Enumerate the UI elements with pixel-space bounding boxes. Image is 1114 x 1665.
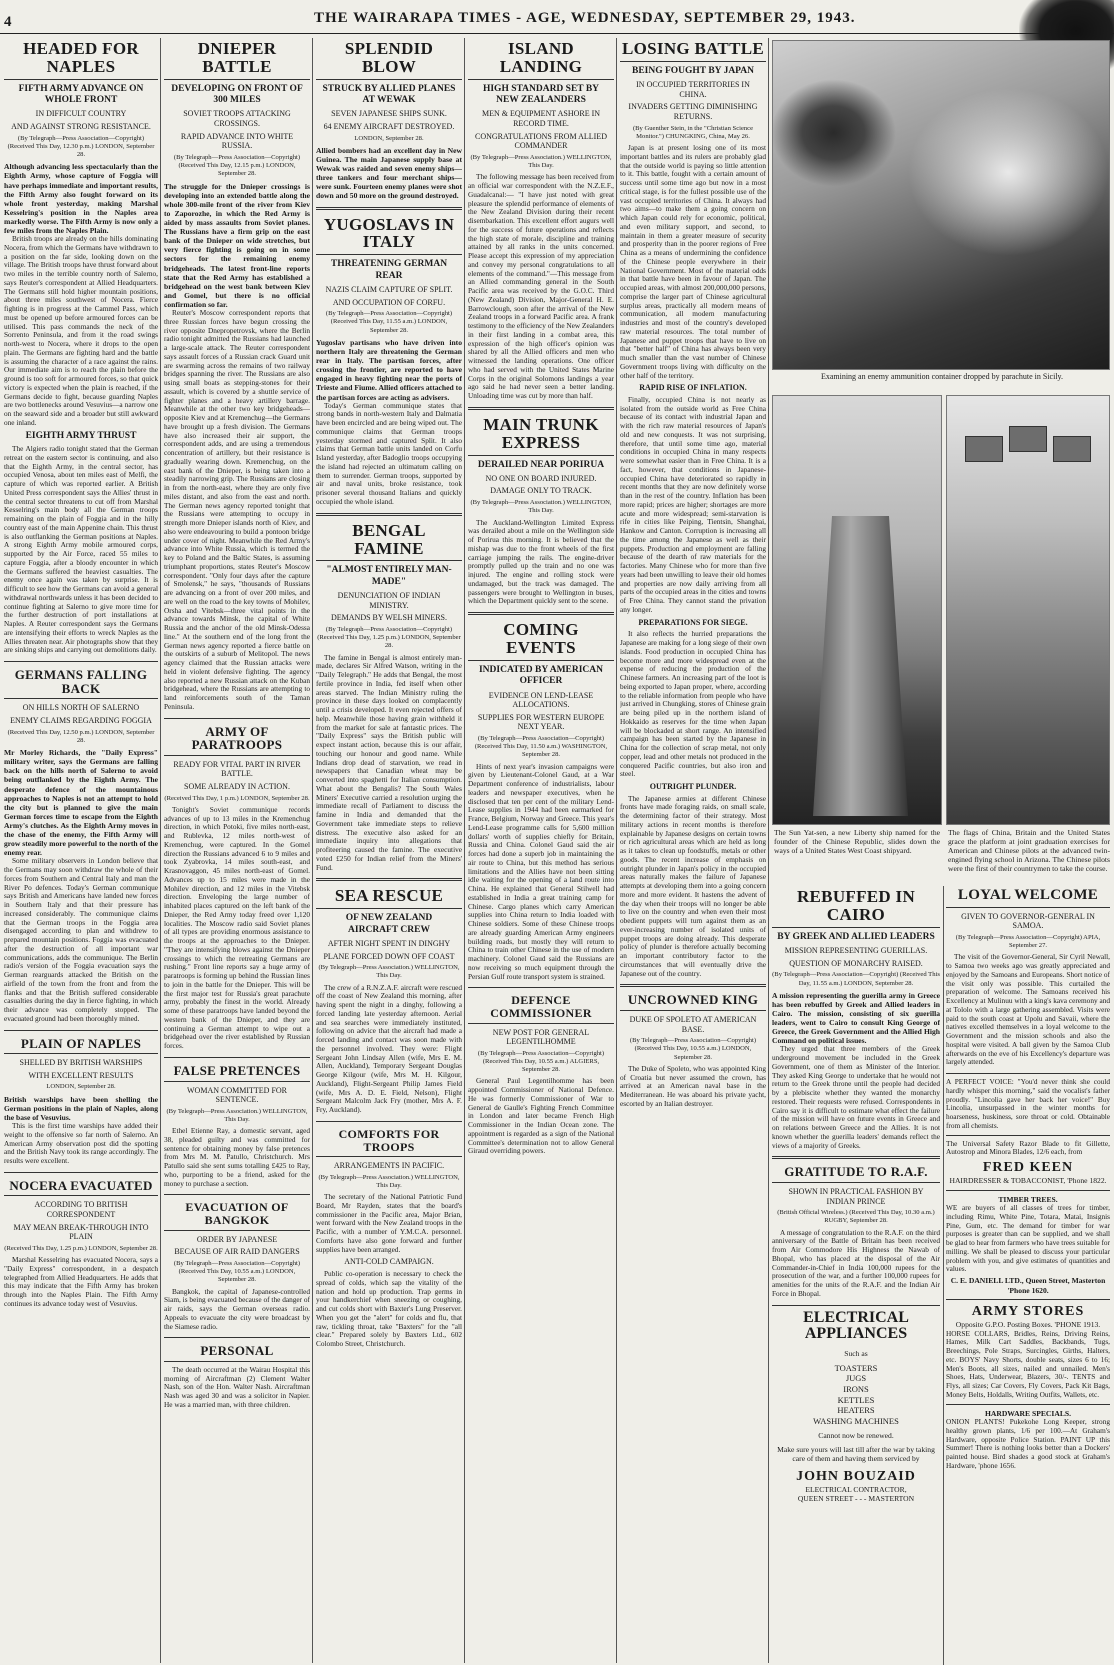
headline: HEADED FOR NAPLES: [4, 38, 158, 80]
paragraph: Tonight's Soviet communique records advances of up to 13 miles in the Kremenchug direction, in which Potoki, five miles north-east, and Rublevka, 12 miles north-west of Kremenchug, were captured. In the Gomel direction the Russians advanced 6 to 9 miles and took Zyabrovka, 14 miles south-east, and Krasnovaggon, 45 miles north-east of Gomel. Advances up to 15 miles were made in the Mohilev direction, and 12 miles in the Vitebsk direction. Enveloping the large number of inhabited places captured on the left bank of the Dnieper, the Red Army today freed over 1,120 localities. The Moscow radio said Soviet planes of all types are providing enormous assistance to the troops at the approaches to the Dnieper. "They are intensifying blows against the Dnieper crossings to which the retreating Germans are rushing." Front line reports say a huge army of paratroops is forming up behind the Russian lines to join in the battle for the Dnieper. This will be the first major test for Russia's great parachute army, probably the finest in the world. Already some of these paratroops have landed beyond the western bank of the Dnieper, and they are continuing a German attempt to wipe out a bridgehead over the river established by Russian forces.: [164, 804, 310, 1051]
deck: SOVIET TROOPS ATTACKING CROSSINGS.: [183, 109, 291, 129]
paragraph: A message of congratulation to the R.A.F. on the third anniversary of the Battle of Britain has been received from Air Commodore His Highness the Nawab of Bhopal, who has placed at the disposal of the Air Commander-in-Chief in India 100,000 rupees for the prosecution of the war, and a further 100,000 rupees for amenities for the units of the R.A.F. and the Indian Air Force in Bhopal.: [772, 1227, 940, 1298]
article-loyal-welcome: [946, 886, 1110, 1067]
dateline: (By Telegraph—Press Association—Copyright) (Received This Day, 11.55 a.m.) LONDON, September 28.: [325, 310, 453, 334]
deck: SEVEN JAPANESE SHIPS SUNK.: [331, 109, 447, 119]
article-body: [164, 1288, 310, 1332]
paragraph: The Duke of Spoleto, who was appointed King of Croatia but never assumed the crown, has arrived at an American naval base in the Mediterranean. He was aboard his private yacht, escorted by an Italian destroyer.: [620, 1063, 766, 1108]
deck: DUKE OF SPOLETO AT AMERICAN BASE.: [629, 1015, 757, 1034]
ad-item-list: [772, 1363, 940, 1427]
subheadline: FIFTH ARMY ADVANCE ON WHOLE FRONT: [18, 83, 144, 106]
article-body: [4, 857, 158, 1023]
dateline: (By Telegraph—Press Association—Copyright) APIA, September 27.: [955, 933, 1101, 950]
article-headed-for-naples: [4, 38, 158, 655]
article-body: [164, 1366, 310, 1410]
article-body: [4, 1256, 158, 1309]
article-body: [316, 402, 462, 507]
ad-item: HEATERS: [837, 1405, 875, 1416]
deck: EVIDENCE ON LEND-LEASE ALLOCATIONS.: [488, 690, 594, 710]
article-body: [164, 309, 310, 712]
headline: ARMY OF PARATROOPS: [164, 723, 310, 756]
article-sea-rescue: [316, 885, 462, 1115]
column-7: [946, 886, 1110, 1665]
lead-paragraph: British warships have been shelling the German positions in the plain of Naples, along the base of Vesuvius.: [4, 1094, 158, 1122]
dateline: (By Telegraph—Press Association—Copyright) (Received This Day, 12.15 p.m.) LONDON, September 28.: [173, 153, 301, 178]
article-bengal-famine: [316, 520, 462, 873]
article-body: [316, 1193, 462, 1254]
article-body: [4, 445, 158, 655]
deck: IN DIFFICULT COUNTRY: [35, 109, 127, 119]
headline: EVACUATION OF BANGKOK: [164, 1199, 310, 1230]
article-body: [316, 654, 462, 873]
headline: GRATITUDE TO R.A.F.: [772, 1163, 940, 1183]
headline: PERSONAL: [164, 1342, 310, 1362]
deck: DENUNCIATION OF INDIAN MINISTRY.: [337, 591, 441, 610]
ad-item: JUGS: [845, 1373, 867, 1384]
column-6: [772, 886, 940, 1665]
paragraph: Some military observers in London believe that the Germans may soon withdraw the whole of their forces from Southern and Central Italy and man the River Po defences. Today's German communique says British and Americans have landed new forces in Southern Italy and that their pressure has increased considerably. The communique claims that the German troops in the Foggia area disengaged according to plan and withdrew to prepared mountain positions. Foggia was evacuated after the destruction of all important war communications, adds the communique. The Berlin radio's version of the Foggia evacuation says the German rearguards attacked the British on the airfield of the town from the front and from the flanks and that the British suffered considerable casualties during the day in fierce fighting, in which their advance was completely stopped. The evacuated ground had been thoroughly mined.: [4, 856, 158, 1023]
article-body: [468, 519, 614, 607]
headline: GERMANS FALLING BACK: [4, 666, 158, 699]
photo-caption: Examining an enemy ammunition container dropped by parachute in Sicily.: [820, 372, 1064, 381]
lead-paragraph: A mission representing the guerilla army in Greece has been rebuffed by Greek and Allied leaders in Cairo. The mission, consisting of six guerilla leaders, went to Cairo to consult King George of Greece, the Greek Government and the Allied High Command on political issues.: [772, 990, 940, 1046]
ad-text: HAIRDRESSER & TOBACCONIST, 'Phone 1822.: [949, 1176, 1107, 1186]
photo-caption: The flags of China, Britain and the United States grace the platform at joint graduation exercises for American and Chinese pilots at the advanced twin-engined flying school in Arizona. The Chinese pilots were the first of their countrymen to take the course.: [948, 828, 1110, 874]
paragraph: Marshal Kesselring has evacuated Nocera, says a "Daily Express" correspondent, in a despatch telegraphed from Allied Headquarters. He adds that this may indicate that the Fifth Army has broken through into the Naples Plain. The Fifth Army continues its advance today west of Vesuvius.: [4, 1255, 158, 1308]
deck: MAY MEAN BREAK-THROUGH INTO PLAIN: [13, 1222, 149, 1242]
article-gratitude-to-raf: [772, 1163, 940, 1298]
subheadline: STRUCK BY ALLIED PLANES AT WEWAK: [322, 83, 456, 106]
ad-title: TIMBER TREES.: [998, 1194, 1058, 1204]
lead-paragraph: Allied bombers had an excellent day in New Guinea. The main Japanese supply base at Wewak was raided and seven enemy ships—three tankers and four merchant ships—were sunk. Fourteen enemy planes were shot down and 50 more on the ground destroyed.: [316, 145, 462, 201]
paragraph: The Auckland-Wellington Limited Express was derailed about a mile on the Wellington side of Porirua this morning. It is believed that the mishap was due to the front wheels of the first carriage jumping the rails. The engine-driver promptly pulled up the train and no one was injured. The engine and rolling stock were undamaged, but the track was damaged. The passengers were brought to Wellington in buses, which the Department quickly sent to the scene.: [468, 517, 614, 606]
paragraph: Bangkok, the capital of Japanese-controlled Siam, is being evacuated because of the danger of air raids, says the German overseas radio. Appeals to evacuate the city were broadcast by the Siamese radio.: [164, 1286, 310, 1331]
ad-title: ARMY STORES: [971, 1304, 1085, 1320]
article-body: [4, 1122, 158, 1166]
article-comforts-for-troops: [316, 1126, 462, 1349]
article-rebuffed-in-cairo: [772, 886, 940, 1150]
article-body: [164, 1127, 310, 1188]
headline: SPLENDID BLOW: [316, 38, 462, 80]
dateline: (By Telegraph—Press Association—Copyright) (Received This Day, 12.30 p.m.) LONDON, September 28.: [7, 134, 155, 159]
deck: NO ONE ON BOARD INJURED.: [485, 473, 597, 483]
article-body: [4, 235, 158, 428]
headline: PLAIN OF NAPLES: [4, 1035, 158, 1055]
deck: MEN & EQUIPMENT ASHORE IN RECORD TIME.: [481, 109, 601, 129]
dateline: (By Telegraph—Press Association.) WELLINGTON, This Day.: [470, 153, 612, 170]
paragraph: Japan is at present losing one of its most important battles and its rulers are probably glad that the outside world is paying so little attention to it. This battle, fought with a certain amount of success until some time ago but now in a most critical stage, is for the fullest possible use of the vast occupied territories of China. It always had two aims—to make them a going concern on which Japan could rely for economic, political, and even military support, and second, to maintain in them a greater measure of security and prosperity than in the poorer regions of Free China as a means of undermining the confidence of the Chinese people everywhere in their National Government. Most of the material odds in that battle have been in favour of Japan. The occupied areas, with almost 200,000,000 persons, comprise the larger part of Chinese agricultural surplus areas, practically all modern means of communication, all modern manufacturing industries and most of the country's developed raw material resources. The total number of Japanese and puppet troops that have to live on that "better half" of China has always been very much smaller than the vast number of Chinese Government troops living with difficulty on the other half of the territory.: [620, 143, 766, 380]
headline: DNIEPER BATTLE: [164, 38, 310, 80]
dateline: (By Telegraph—Press Association—Copyright) (Received This Day, 10.55 a.m.) ALGIERS, September 28.: [477, 1049, 605, 1074]
flag: [965, 436, 1003, 462]
subheadline: THREATENING GERMAN REAR: [330, 259, 448, 281]
ad-advertiser-name: C. E. DANIELL LTD., Queen Street, Masterton 'Phone 1620.: [950, 1276, 1106, 1295]
ad-advertiser-name: FRED KEEN: [982, 1160, 1074, 1176]
article-nocera-evacuated: [4, 1177, 158, 1309]
headline: LOSING BATTLE: [620, 38, 766, 62]
headline: LOYAL WELCOME: [946, 886, 1110, 908]
section-subhead: OUTRIGHT PLUNDER.: [649, 782, 737, 792]
article-uncrowned-king: [620, 991, 766, 1108]
deck: ORDER BY JAPANESE: [196, 1234, 278, 1244]
newspaper-title: THE WAIRARAPA TIMES - AGE, WEDNESDAY, SEPTEMBER 29, 1943.: [314, 10, 856, 26]
headline: MAIN TRUNK EXPRESS: [468, 414, 614, 456]
headline: COMFORTS FOR TROOPS: [316, 1126, 462, 1157]
lead-paragraph: Mr Morley Richards, the "Daily Express" military writer, says the Germans are falling back on the hills north of Salerno to avoid being outflanked by the Eighth Army. The desperate defence of the mountainous approaches to Naples is not an attempt to hold the city but is planned to give the main German forces time to escape from the Eighth Army's clutches. As the Eighth Army moves in the chase of the enemy, the Fifth Army will grow steadily more powerful to the north of the enemy rear.: [4, 748, 158, 858]
deck: AND OCCUPATION OF CORFU.: [332, 297, 446, 307]
subheadline: BY GREEK AND ALLIED LEADERS: [777, 931, 935, 942]
masthead: [0, 0, 1114, 34]
article-body: [316, 1270, 462, 1349]
article-body: [316, 984, 462, 1115]
section-subhead: ANTI-COLD CAMPAIGN.: [344, 1257, 434, 1267]
paragraph: Today's German communique states that strong bands in north-western Italy and Dalmatia have been encircled and are being wiped out. The communique claims that German troops yesterday stormed and captured Split. It also claims that German battle units landed on Corfu Island yesterday, after Badoglio troops occupying the island had rejected an ultimatum calling on them to surrender. German troops, supported by air and naval units, broke resistance, took prisoner several thousand Italians and quickly occupied the whole island.: [316, 400, 462, 506]
ship-hull: [813, 516, 908, 816]
column-1: [4, 38, 158, 1663]
paragraph: The Algiers radio tonight stated that the German retreat on the eastern sector is continuing, and also that the Eighth Army, in the central sector, has occupied Venosa, about ten miles east of Melfi, the capture of which was reported earlier. A British United Press correspondent says the Allies' thrust in the central sector threatens to cut off from Marshal Kesselring's main body all the German troops remaining on the plain of Foggia and in the hilly country east of the main Appenine chain. This thrust is also outflanking the German positions at Naples. A strong Eighth Army mobile armoured corps, supported by the Air Force, raced 55 miles to capture Foggia, after a bloody encounter in which the Germans suffered the heaviest casualties. The enemy once again was taken by surprise. It is difficult to see how the Germans can avoid a general withdrawal northwards unless it has been decided to continue fighting at Salerno to give more time for the further destruction of port installations at Naples. A Reuter correspondent says the Germans are intensifying their efforts to wreck Naples as the Allies threaten near. Air photographs show that they are sinking ships and carrying out demolitions daily.: [4, 444, 158, 655]
column-3: [316, 38, 462, 1663]
dateline: (By Telegraph—Press Association.) WELLINGTON, This Day.: [318, 964, 460, 980]
article-body: [620, 144, 766, 380]
dateline: (British Official Wireless.) (Received This Day, 10.30 a.m.) RUGBY, September 28.: [777, 1209, 935, 1225]
ad-text: WE are buyers of all classes of trees for timber, including Rimu, White Pine, Totara, Matai, Insignis Pine, Gum, etc. The demand for timber for war purposes is greater than can be supplied, and we shall be glad to hear from farmers who have trees suitable for milling. We shall be pleased to discuss your particular problem with you, and give estimates of quantities and values.: [946, 1203, 1110, 1274]
deck: WITH EXCELLENT RESULTS: [28, 1070, 134, 1080]
subheadline: DERAILED NEAR PORIRUA: [477, 459, 605, 470]
deck: BECAUSE OF AIR RAID DANGERS: [174, 1247, 300, 1257]
dateline: (By Telegraph—Press Association.) WELLINGTON, This Day.: [318, 1173, 460, 1189]
deck: CONGRATULATIONS FROM ALLIED COMMANDER: [474, 131, 607, 151]
column-2: [164, 38, 310, 1663]
ad-title: HARDWARE SPECIALS.: [984, 1408, 1072, 1418]
paragraph: Public co-operation is necessary to check the spread of colds, which sap the vitality of the nation and hold up production. Trap germs in your handkerchief when sneezing or coughing, and cut colds short with Baxter's Lung Preserver. When you get the "alert" for colds and flu, that raw, tickling throat, take "Baxters" for the "all clear." Prepared solely by Baxters Ltd., 602 Colombo Street, Christchurch.: [316, 1269, 462, 1348]
paragraph: The death occurred at the Wairau Hospital this morning of Aircraftman (2) Clement Walter Nash, son of the Hon. Walter Nash. Aircraftman Nash was aged 30 and was a solicitor in Napier. He was a married man, with three children.: [164, 1364, 310, 1409]
paragraph: Ethel Etienne Ray, a domestic servant, aged 38, pleaded guilty and was committed for sentence for obtaining money by false pretences from Mrs M. M. Patullo, Christchurch. Mrs Patullo said she sent sums totalling £425 to Ray, who, purporting to be a friend, asked for the money to purchase a section.: [164, 1126, 310, 1188]
deck: RAPID ADVANCE INTO WHITE RUSSIA.: [180, 131, 294, 151]
dateline: (By Telegraph—Press Association.) WELLINGTON, This Day.: [470, 499, 612, 515]
article-body: [772, 1045, 940, 1150]
dateline: (By Telegraph—Press Association—Copyright) (Received This Day, 1.25 p.m.) LONDON, September 28.: [317, 625, 461, 650]
dateline: (By Telegraph—Press Association—Copyright) (Received This Day, 10.55 a.m.) LONDON, September 28.: [173, 1259, 301, 1284]
article-defence-commissioner: [468, 992, 614, 1156]
article-body: [946, 953, 1110, 1067]
article-body: [620, 1065, 766, 1109]
lead-paragraph: The struggle for the Dnieper crossings is developing into an extended battle along the whole 300-mile front of the river from Kiev to Zaporozhe, in which the Red Army is aided by mass assaults from Soviet planes. The Russians have a firm grip on the east bank of the Dnieper on wide stretches, but very fierce fighting is going on in some sectors for the remaining enemy bridgeheads. The latest front-line reports state that the Red Army has established a bridgehead on the west bank between Kiev and Gomel, but there is no official confirmation so far.: [164, 181, 310, 309]
paragraph: The Japanese armies at different Chinese fronts have made foraging raids, on small scale, the determining factor of their strategy. Most military actions in recent months is therefore explainable by Japanese designs on certain towns or rich agricultural areas which are held as long as it takes to clean up foodstuffs, metals or other goods. The recent increase of emphasis on outright plunder in Japan's policy in the occupied areas naturally makes the failure of Japanese attempts at developing them into a going concern more and more evident. It hastens the advent of the day when their troops will no longer be able to live on the country and when even their most obedient puppets will turn against them as an ever-increasing number of isolated units of puppet troops are doing already. This desperate policy of plunder is therefore actually becoming an important contributory factor to the circumstances that will eventually drive the Japanese out of the country.: [620, 793, 766, 978]
ad-title: ELECTRICAL APPLIANCES: [803, 1308, 909, 1343]
section-subhead: PREPARATIONS FOR SIEGE.: [638, 617, 748, 627]
paragraph: The secretary of the National Patriotic Fund Board, Mr Rayden, states that the board's commissioner in the Pacific area, Major Brian, went forward with the New Zealand troops in the Pacific, with a number of Y.M.C.A. personnel. Comforts have also gone forward and further supplies have been arranged.: [316, 1192, 462, 1254]
deck: NAZIS CLAIM CAPTURE OF SPLIT.: [325, 285, 453, 295]
lead-paragraph: Although advancing less spectacularly than the Eighth Army, whose capture of Foggia will have perhaps immediate and important results, the Fifth Army also fought forward on its whole front yesterday, making Marshal Kesselring's position in the Naples area markedly worse. The Fifth Army is now only a few miles from the Naples Plain.: [4, 162, 158, 236]
ad-lincolia: A PERFECT VOICE: "You'd never think she could hardly whisper this morning," said the vocalist's father proudly. "Lincolia gave her back her voice!" Buy Lincolia, unsurpassed in the winter months for hoarseness, huskiness, sore throat or cold. Obtainable from all chemists.: [946, 1077, 1110, 1130]
subheadline: HIGH STANDARD SET BY NEW ZEALANDERS: [482, 83, 600, 106]
ad-advertiser-name: JOHN BOUZAID: [796, 1468, 916, 1484]
dateline: LONDON, September 28.: [354, 134, 424, 142]
headline: REBUFFED IN CAIRO: [772, 886, 940, 928]
headline: COMING EVENTS: [468, 619, 614, 661]
ad-item: IRONS: [843, 1384, 869, 1395]
article-germans-falling-back: [4, 666, 158, 1024]
headline: UNCROWNED KING: [620, 991, 766, 1011]
flag: [1009, 426, 1047, 452]
subheadline: "ALMOST ENTIRELY MAN-MADE": [326, 565, 452, 587]
ad-razor-blade: The Universal Safety Razor Blade to fit Gillette, Autostrop and Minora Blades, 12/6 each, from: [946, 1138, 1110, 1157]
article-splendid-blow: [316, 38, 462, 201]
paragraph: The visit of the Governor-General, Sir Cyril Newall, to Samoa two weeks ago was greatly appreciated and enjoyed by the Samoans and Europeans. Short notice of the visit only was possible. This curtailed the preparation of welcome. The Samoans received his Excellency at Mulinuu with a king's kava ceremony and at Tololo with a large gathering assembled. Visits were paid to the south coast at Upolu and Savaii, where the natives excelled themselves in a loyal welcome to the Government and the mission schools and also the hospital were visited. A ball given by the Samoa Club afterwards on the eve of his Excellency's departure was largely attended.: [946, 952, 1110, 1067]
deck: DAMAGE ONLY TO TRACK.: [490, 486, 592, 496]
ad-text: HORSE COLLARS, Bridles, Reins, Driving Reins, Hames, Milk Cart Saddles, Backbands, Tugs, Breechings, Pole Straps, Surcingles, Girths, Halters, etc. BOYS' Navy Shorts, double seats, sizes 6 to 16; Men's Boots, all sizes, nailed and unnailed. Men's Shoes, Hats, Underwear, Blazers, 30/-. TENTS and Flys, all sizes; Car Covers, Fly Covers, Pack Kit Bags, Money Belts, Holdalls, Writing Outfits, Wallets, etc.: [946, 1328, 1110, 1399]
article-body: [468, 763, 614, 982]
article-dnieper-battle: [164, 38, 310, 712]
article-body: [164, 806, 310, 1051]
dateline: (Received This Day, 12.50 p.m.) LONDON, September 28.: [7, 728, 155, 744]
paragraph: General Paul Legentilhomme has been appointed Commissioner of National Defence. He was formerly Commissioner of War to General de Gaulle's Fighting French Committee in London and later became French High Commissioner in the Indian Ocean zone. The appointment is regarded as a sign of the National Committee's determination not to allow General Giraud overriding powers.: [468, 1076, 614, 1156]
deck: MISSION REPRESENTING GUERILLAS.: [784, 946, 928, 956]
ad-text: Such as: [844, 1349, 868, 1359]
deck: 64 ENEMY AIRCRAFT DESTROYED.: [323, 122, 455, 132]
deck: QUESTION OF MONARCHY RAISED.: [789, 958, 923, 968]
column-5: [620, 38, 766, 1663]
article-body: [620, 630, 766, 779]
deck: INVADERS GETTING DIMINISHING RETURNS.: [628, 102, 758, 122]
article-plain-of-naples: [4, 1035, 158, 1166]
photo-caption: The Sun Yat-sen, a new Liberty ship named for the founder of the Chinese Republic, slides down the ways of a United States West Coast shipyard.: [774, 828, 940, 856]
headline: ISLAND LANDING: [468, 38, 614, 80]
subheadline: BEING FOUGHT BY JAPAN: [631, 65, 754, 76]
deck: DEMANDS BY WELSH MINERS.: [330, 613, 447, 623]
article-body: [620, 795, 766, 979]
deck: SHOWN IN PRACTICAL FASHION BY INDIAN PRINCE: [788, 1187, 924, 1206]
dateline: (By Telegraph—Press Association.) WELLINGTON, This Day.: [166, 1107, 308, 1123]
deck: ENEMY CLAIMS REGARDING FOGGIA: [10, 716, 152, 725]
article-army-of-paratroops: [164, 723, 310, 1051]
ad-item: TOASTERS: [834, 1362, 878, 1373]
column-4: [468, 38, 614, 1663]
paragraph: It also reflects the hurried preparations the Japanese are making for a long siege of their own islands. Food production in occupied China has become more and more widespread even at the expense of reducing the production of the Chinese farmers. An increasing part of the loot is being exported to Japan proper, where, according to the reliable information from people who have just arrived in Chungking, stores of Chinese grain are being piled up in the northern island of Hokkaido as reserves for the time when Japan will be blockaded at short range. An intensified campaign has been started by the Japanese in China for the collection of scrap metal, not only copper, lead and other metals not produced in the conquered Pacific countries, but also iron and steel.: [620, 629, 766, 779]
deck: WOMAN COMMITTED FOR SENTENCE.: [187, 1085, 287, 1105]
deck: ARRANGEMENTS IN PACIFIC.: [333, 1161, 445, 1171]
deck: SOME ALREADY IN ACTION.: [184, 782, 290, 792]
dateline: (By Telegraph—Press Association—Copyright) (Received This Day, 11.50 a.m.) WASHINGTON, September 28.: [474, 734, 608, 759]
column-rule: [616, 38, 617, 1663]
article-body: [468, 173, 614, 401]
headline: DEFENCE COMMISSIONER: [468, 992, 614, 1023]
article-main-trunk-express: [468, 414, 614, 606]
paragraph: The following message has been received from an official war correspondent with the N.Z.E.F., Guadalcanal:— "I have just noted with great pleasure the splendid performance of elements of the New Zealand Division during their recent disembarkation. This excellent effort augurs well for the success of future operations and reflects the high state of morale, discipline and training attained by all ranks in the units concerned. Please accept this expression of my appreciation and convey my personal congratulations to all elements of the command."—This message from an Allied commanding general in the South Pacific area was received by the G.O.C. Third (New Zealand) Division, Major-General H. E. Barrowclough, soon after the arrival of the New Zealand troops in a forward Pacific area. A frank testimony to the efficiency of the New Zealanders in their first landing in a combat area, this expression of the high officer's opinion was shared by all the Allied officers and men who witnessed the landing operations. One officer who had served with the United States Marine Corps in the original Solomons landings a year ago said he had never seen a better landing. Unloading time was cut by more than half.: [468, 172, 614, 401]
headline: BENGAL FAMINE: [316, 520, 462, 562]
deck: PLANE FORCED DOWN OFF COAST: [323, 951, 455, 961]
article-yugoslavs-in-italy: [316, 214, 462, 507]
column-rule: [312, 38, 313, 1663]
deck: SUPPLIES FOR WESTERN EUROPE NEXT YEAR.: [477, 712, 605, 732]
ad-text: ELECTRICAL CONTRACTOR,: [805, 1484, 907, 1494]
ad-address: Opposite G.P.O. Posting Boxes. 'PHONE 1913.: [955, 1320, 1101, 1330]
paragraph: The famine in Bengal is almost entirely man-made, declares Sir Alfred Watson, writing in the "Daily Telegraph." He adds that Bengal, the most fertile province in India, fed itself when other areas starved. The Indian Ministry ruling the province in these days looked on complacently until a crisis developed. It even rejected offers of help. Meanwhile those having grain withheld it from the market for sale at fantastic prices. The "Daily Express" says the British public will expect instant action, because this is our affair, touching our honour and good name. While Indians drop dead of starvation, we read in newspapers that Canadian wheat may be converted into spaghetti for Italian consumption. What about the Bengalis? The South Wales Miners' Executive carried a resolution urging the immediate recall of Parliament to discuss the famine in India and demanded that the Government take immediate steps to relieve distress. The executive also asked for an immediate inquiry into allegations that profiteering caused the famine. The executive voted £250 for Indian relief from the Miners' Fund.: [316, 652, 462, 872]
deck: NEW POST FOR GENERAL LEGENTILHOMME: [492, 1027, 590, 1047]
section-subhead: RAPID RISE OF INFLATION.: [639, 383, 747, 393]
paragraph: This is the first time warships have added their weight to the offensive so far north of Salerno. An American Army observation post did the spotting and the British Navy took its range accordingly. The results were excellent.: [4, 1121, 158, 1166]
article-island-landing: [468, 38, 614, 401]
article-body: [620, 396, 766, 615]
lead-paragraph: Yugoslav partisans who have driven into northern Italy are threatening the German rear in Italy. The partisan forces, after crossing the frontier, are reported to have engaged in heavy fighting near the ports of Trieste and Fiume. Allied officers attached to the partisan forces are acting as advisers.: [316, 337, 462, 402]
dateline: (Received This Day, 1.25 p.m.) LONDON, September 28.: [4, 1244, 158, 1252]
ad-text: ONION PLANTS! Pukekohe Long Keeper, strong healthy grown plants, 1/6 per 100.—At Graham's Hardware, opposite Police Station. PAINT UP this Summer! There is nothing looks better than a Dockers' painted house. Bird shades a good stock at Graham's Hardware, 'phone 1656.: [946, 1417, 1110, 1470]
column-rule: [464, 38, 465, 1663]
ad-address: QUEEN STREET - - - MASTERTON: [797, 1494, 915, 1504]
photo-parachute-container: [772, 40, 1110, 370]
headline: SEA RESCUE: [316, 885, 462, 909]
article-body: [772, 1229, 940, 1299]
page-number: 4: [4, 14, 12, 30]
dateline: (Received This Day, 1 p.m.) LONDON, September 28.: [164, 794, 310, 802]
deck: ON HILLS NORTH OF SALERNO: [22, 703, 140, 713]
article-false-pretences: [164, 1062, 310, 1189]
dateline: LONDON, September 28.: [46, 1083, 116, 1091]
paragraph: Hints of next year's invasion campaigns were given by Lieutenant-Colonel Gaud, at a War Department conference of industrialists, labour leaders and newspaper executives, when he disclosed that ten per cent of the military Lend-Lease supplies in 1944 had been earmarked for France, Belgium, Norway and Greece. This year's Lend-Lease programme calls for 5,600 million dollars' worth of supplies chiefly for Britain, Russia and China. Colonel Gaud said the air forces had done a superb job in maintaining the air route to China, but this method has serious limitations and the Allies have not been sitting idle waiting for the opening of a land route into China. He explained that General Stilwell had established in India a great training camp for Chinese. Cargo planes which carry American supplies into China return to India loaded with Chinese soldiers. Some of these Chinese troops are already guarding American Army engineers building roads, but mostly they will return to China to train other Chinese in the use of modern machinery. Colonel Gaud said the Russians are now receiving so much equipment through the Persian Gulf route transport system is strained.: [468, 761, 614, 981]
deck: IN OCCUPIED TERRITORIES IN CHINA.: [636, 80, 750, 99]
article-losing-battle: [620, 38, 766, 978]
article-evacuation-of-bangkok: [164, 1199, 310, 1331]
ad-text: Cannot now be renewed.: [818, 1430, 894, 1440]
article-coming-events: [468, 619, 614, 981]
subheadline: DEVELOPING ON FRONT OF 300 MILES: [171, 83, 303, 106]
subheadline: OF NEW ZEALAND AIRCRAFT CREW: [345, 913, 433, 935]
headline: FALSE PRETENCES: [164, 1062, 310, 1082]
dateline: (By Telegraph—Press Association—Copyright) (Received This Day, 10.55 a.m.) LONDON, September 28.: [629, 1037, 757, 1061]
section-subhead: EIGHTH ARMY THRUST: [25, 430, 137, 441]
paragraph: They urged that three members of the Greek underground movement be included in the Greek Government, one of them as Minister of the Interior. They asked King George to undertake that he would not return to the Greek throne until the people had decided by a plebiscite whether they wanted the monarchy restored. Their requests were refused. Correspondents in Cairo say it is difficult to estimate what effect the failure of the mission will have on future events in Greece and on relations between Greece and the Allies. It is not known whether the guerilla leaders' demands reflect the views of a majority of Greeks.: [772, 1044, 940, 1150]
paragraph: The crew of a R.N.Z.A.F. aircraft were rescued off the coast of New Zealand this morning, after having spent the night in a dinghy, following a forced landing late yesterday afternoon. Aerial and sea searches were immediately instituted, following on advice that the aircraft had made a forced landing and contact was soon made with the personnel involved. They were: Flight Sergeant John Lindsay Allen (wife, Mrs E. M. Allen, Auckland), Temporary Sergeant Douglas George Kilgour (wife, Mrs M. H. Kilgour, Auckland), Flight-Sergeant Philip James Field (wife, Mrs A. D. E. Field, Nelson), Flight Sergeant Malcolm Jack Fry (mother, Mrs A. F. Fry, Auckland).: [316, 982, 462, 1115]
deck: AND AGAINST STRONG RESISTANCE.: [11, 122, 151, 132]
flag: [1053, 436, 1091, 462]
photo-flags-platform: [946, 395, 1110, 825]
dateline: (By Telegraph—Press Association—Copyright) (Received This Day, 11.55 a.m.) LONDON, September 28.: [772, 971, 940, 987]
headline: YUGOSLAVS IN ITALY: [316, 214, 462, 256]
ad-item: WASHING MACHINES: [813, 1415, 899, 1426]
article-personal: [164, 1342, 310, 1409]
deck: AFTER NIGHT SPENT IN DINGHY: [327, 939, 451, 948]
column-rule: [943, 886, 944, 1665]
article-body: [468, 1077, 614, 1156]
deck: GIVEN TO GOVERNOR-GENERAL IN SAMOA.: [961, 911, 1095, 931]
column-rule: [160, 38, 161, 1663]
photo-liberty-ship: [772, 395, 942, 825]
deck: READY FOR VITAL PART IN RIVER BATTLE.: [173, 759, 301, 779]
headline: NOCERA EVACUATED: [4, 1177, 158, 1197]
paragraph: British troops are already on the hills dominating Nocera, from which the Germans have withdrawn to a position on the far side, looking down on the village. The British troops have thrust forward about two miles in the terrible country north of Salerno, says Reuter's correspondent at Allied Headquarters. The Germans still hold higher mountain positions, about three miles southwest of Nocera. Fierce fighting is in progress at the Cammel Pass, which must be opened up before armoured forces can be utilised. This pass commands the neck of the Sorrento Peninsula, and from it the road swings north-west to Nocera, where it drops to the open plain. The Germans are fighting hard and the battle is assuming the character of a race against the rains. Our immediate aim is to reach the plain before the ground is too soft for armoured forces, so that quick victory is expected when the plain is reached, if the Germans decide to fight, because guarding Naples are two bottlenecks around Vesuvius—a narrow one on the seaward side and a broader but still awkward one inland.: [4, 234, 158, 427]
ad-text: Make sure yours will last till after the war by taking care of them and having them serviced by: [777, 1445, 935, 1464]
column-rule: [768, 38, 769, 1663]
subheadline: INDICATED BY AMERICAN OFFICER: [478, 664, 604, 687]
paragraph: Reuter's Moscow correspondent reports that three Russian forces have begun crossing the river opposite Dnepropetrovsk, where the Berlin radio tonight admitted the Russians had launched a large-scale attack. The Reuter correspondent says assault forces of a Russian crack Guard unit are swarming across the remains of two railway bridges spanning the river. The Russians are also using small boats as stepping-stones for their assault, which is covered by a shuttle service of fighter planes and a heavy artillery barrage. Meanwhile at the other two key bridgeheads—opposite Kiev and at Kremenchug—the Germans have brought up a fresh division. The Germans have also increased their air support, the correspondent adds, and are using a tremendous concentration of artillery, but their resistance is gradually wearing down. Kremenchug, on the east bank of the Dnieper, is being taken into a steadily narrowing grip. The Russians are closing in from the north-east, where they are only five miles distant, and also from the east and north. The German news agency reported tonight that the Russians were attempting to occupy in strength more Dnieper islands north of Kiev, and also were endeavouring to build a pontoon bridge under cover of night. Meanwhile the Red Army's advance into White Russia, which is termed the key to Poland and the Baltic States, is assuming triumphant proportions, states Reuter's Moscow correspondent. "Only four days after the capture of Smolensk," he says, "thousands of Russians are advancing on a front of over 200 miles, and are well on the road to the key towns of Mohilev, Orsha and Vitebsk—three vital points in the advance towards Minsk, the capital of White Russia and the anchor of the old Minsk-Odessa line." At the southern end of the long front the German news agency reported a fierce battle on the outskirts of a suburb of Melitopol. The news agency claimed that the Russian attacks were held in violent defensive fighting. The agency also reported a new Russian attack on the Kuban bridgehead, where the Russians are attempting to land reinforcements south of the Taman Peninsula.: [164, 308, 310, 711]
ad-electrical-appliances: [772, 1310, 940, 1504]
deck: SHELLED BY BRITISH WARSHIPS: [19, 1058, 143, 1068]
dateline: (By Guenther Stein, in the "Christian Science Monitor.") CHUNGKING, China, May 26.: [632, 124, 754, 140]
paragraph: Finally, occupied China is not nearly as isolated from the outside world as Free China because of its contact with industrial Japan and with the rich raw material resources of Japan's old and new conquests. It was not surprising, therefore, that until some time ago, material conditions in occupied China in many respects were somewhat easier than in Free China. It is a fact, however, that conditions in Japanese-occupied China have deteriorated so rapidly in recent months that they are now definitely worse than in the rest of the country. Inflation has been more rapid; prices are higher; shortages are more acute and more widespread; semi-starvation is rife in cities like Peiping, Tientsin, Shanghai, Hankow and Canton. Corruption is increasing all the time among the Japanese as well as their puppets. Production and employment are falling because of the dearth of raw materials for the factories. Many Chinese who for more than five years had been unwilling to leave their old homes and properties are now daily arriving from all parts of the occupied areas in the cities and towns of Free China. They cannot stand the privation any longer.: [620, 394, 766, 614]
deck: ACCORDING TO BRITISH CORRESPONDENT: [34, 1200, 128, 1219]
ad-item: KETTLES: [837, 1394, 875, 1405]
